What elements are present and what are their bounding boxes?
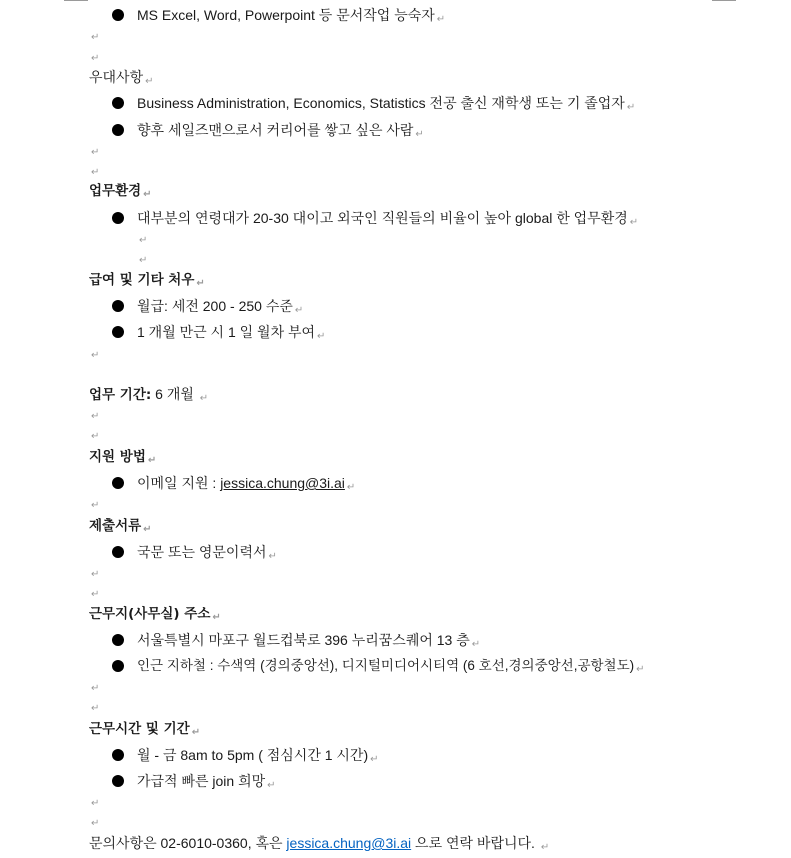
email-link[interactable]: jessica.chung@3i.ai [220, 475, 345, 491]
paragraph-mark-icon: ↵ [636, 664, 645, 675]
list-item [0, 471, 791, 495]
bullet-icon [112, 749, 124, 761]
section-heading [0, 514, 791, 538]
list-item [0, 3, 791, 27]
paragraph-mark-icon: ↵ [91, 147, 100, 158]
paragraph-mark-icon: ↵ [629, 217, 639, 228]
paragraph-mark-icon: ↵ [370, 754, 379, 765]
section-heading [0, 179, 791, 203]
list-item-text: Business Administration, Economics, Statistics 전공 출신 재학생 또는 기 졸업자 [137, 95, 625, 111]
page-corner-mark-right [712, 0, 736, 1]
list-item [0, 320, 791, 344]
contact-email-link[interactable]: jessica.chung@3i.ai [286, 835, 412, 851]
list-item-text: 이메일 지원 : [137, 475, 221, 491]
paragraph-mark-icon: ↵ [91, 500, 100, 511]
paragraph-mark-icon: ↵ [91, 411, 100, 422]
paragraph-mark-icon: ↵ [317, 331, 326, 342]
paragraph-mark-icon: ↵ [268, 551, 277, 562]
bullet-icon [112, 775, 124, 787]
paragraph-mark-icon: ↵ [199, 393, 209, 404]
list-item [0, 628, 791, 652]
list-item [0, 743, 791, 767]
paragraph-mark-icon: ↵ [91, 350, 100, 361]
bullet-icon [112, 212, 124, 224]
period-value: 6 개월 [155, 386, 194, 402]
bullet-icon [112, 300, 124, 312]
list-item-text: 향후 세일즈맨으로서 커리어를 쌓고 싶은 사람 [137, 122, 414, 138]
empty-paragraph [0, 344, 791, 368]
list-item [0, 91, 791, 115]
section-heading [0, 602, 791, 626]
paragraph-mark-icon: ↵ [145, 76, 154, 87]
bullet-icon [112, 660, 124, 672]
section-heading-text: 근무시간 및 기간 [89, 721, 190, 737]
list-item-text: MS Excel, Word, Powerpoint 등 문서작업 능숙자 [137, 7, 435, 23]
list-item-text: 대부분의 연령대가 20-30 대이고 외국인 직원들의 비율이 높아 global 한 업무환경 [137, 210, 628, 226]
period-line [0, 382, 791, 406]
list-item-text: 가급적 빠른 join 희망 [137, 773, 266, 789]
paragraph-mark-icon: ↵ [196, 278, 205, 289]
contact-line [0, 831, 791, 855]
paragraph-mark-icon: ↵ [91, 589, 100, 600]
paragraph-mark-icon: ↵ [91, 818, 100, 829]
paragraph-mark-icon: ↵ [91, 53, 100, 64]
list-item [0, 654, 791, 678]
paragraph-mark-icon: ↵ [191, 727, 201, 738]
paragraph-mark-icon: ↵ [143, 189, 152, 200]
paragraph-mark-icon: ↵ [91, 569, 100, 580]
paragraph-mark-icon: ↵ [91, 683, 100, 694]
bullet-icon [112, 97, 124, 109]
bullet-icon [112, 9, 124, 21]
paragraph-mark-icon: ↵ [91, 32, 100, 43]
section-heading-text: 제출서류 [89, 518, 142, 534]
paragraph-mark-icon: ↵ [91, 431, 100, 442]
list-item-text: 1 개월 만근 시 1 일 월차 부여 [137, 324, 316, 340]
paragraph-mark-icon: ↵ [139, 255, 148, 266]
paragraph-mark-icon: ↵ [91, 703, 100, 714]
paragraph-mark-icon: ↵ [626, 102, 636, 113]
contact-text: 문의사항은 02-6010-0360, 혹은 [89, 835, 287, 851]
list-item [0, 294, 791, 318]
paragraph-mark-icon: ↵ [91, 798, 100, 809]
period-label: 업무 기간: [89, 387, 152, 403]
section-heading-text: 근무지(사무실) 주소 [89, 606, 211, 622]
section-heading [0, 445, 791, 469]
paragraph-mark-icon: ↵ [267, 780, 276, 791]
paragraph-mark-icon: ↵ [471, 639, 481, 650]
list-item-text: 국문 또는 영문이력서 [137, 544, 267, 560]
list-item-text: 월급: 세전 200 - 250 수준 [137, 298, 293, 314]
bullet-icon [112, 326, 124, 338]
list-item-text: 인근 지하철 : 수색역 (경의중앙선), 디지털미디어시티역 (6 호선,경의중앙선,공항철도) [137, 658, 635, 673]
list-item-text: 월 - 금 8am to 5pm ( 점심시간 1 시간) [137, 747, 369, 763]
paragraph-mark-icon: ↵ [143, 524, 152, 535]
section-heading-text: 급여 및 기타 처우 [89, 272, 195, 288]
section-heading-text: 업무환경 [89, 183, 142, 199]
paragraph-mark-icon: ↵ [436, 14, 446, 25]
section-heading-text: 지원 방법 [89, 449, 146, 465]
paragraph-mark-icon: ↵ [294, 305, 304, 316]
section-heading [0, 717, 791, 741]
paragraph-mark-icon: ↵ [212, 612, 221, 623]
list-item [0, 206, 791, 230]
bullet-icon [112, 124, 124, 136]
page-corner-mark-left [64, 0, 88, 1]
paragraph-mark-icon: ↵ [91, 167, 100, 178]
list-item [0, 540, 791, 564]
contact-text-suffix: 으로 연락 바랍니다. [411, 835, 535, 851]
bullet-icon [112, 546, 124, 558]
list-item [0, 118, 791, 142]
paragraph-mark-icon: ↵ [415, 129, 424, 140]
paragraph-mark-icon: ↵ [346, 482, 356, 493]
bullet-icon [112, 634, 124, 646]
section-label-text: 우대사항 [89, 69, 144, 85]
bullet-icon [112, 477, 124, 489]
paragraph-mark-icon: ↵ [147, 455, 157, 466]
paragraph-mark-icon: ↵ [139, 235, 148, 246]
list-item [0, 769, 791, 793]
list-item-text: 서울특별시 마포구 월드컵북로 396 누리꿈스퀘어 13 층 [137, 632, 470, 648]
section-heading [0, 268, 791, 292]
section-label [0, 65, 791, 89]
paragraph-mark-icon: ↵ [540, 842, 550, 853]
